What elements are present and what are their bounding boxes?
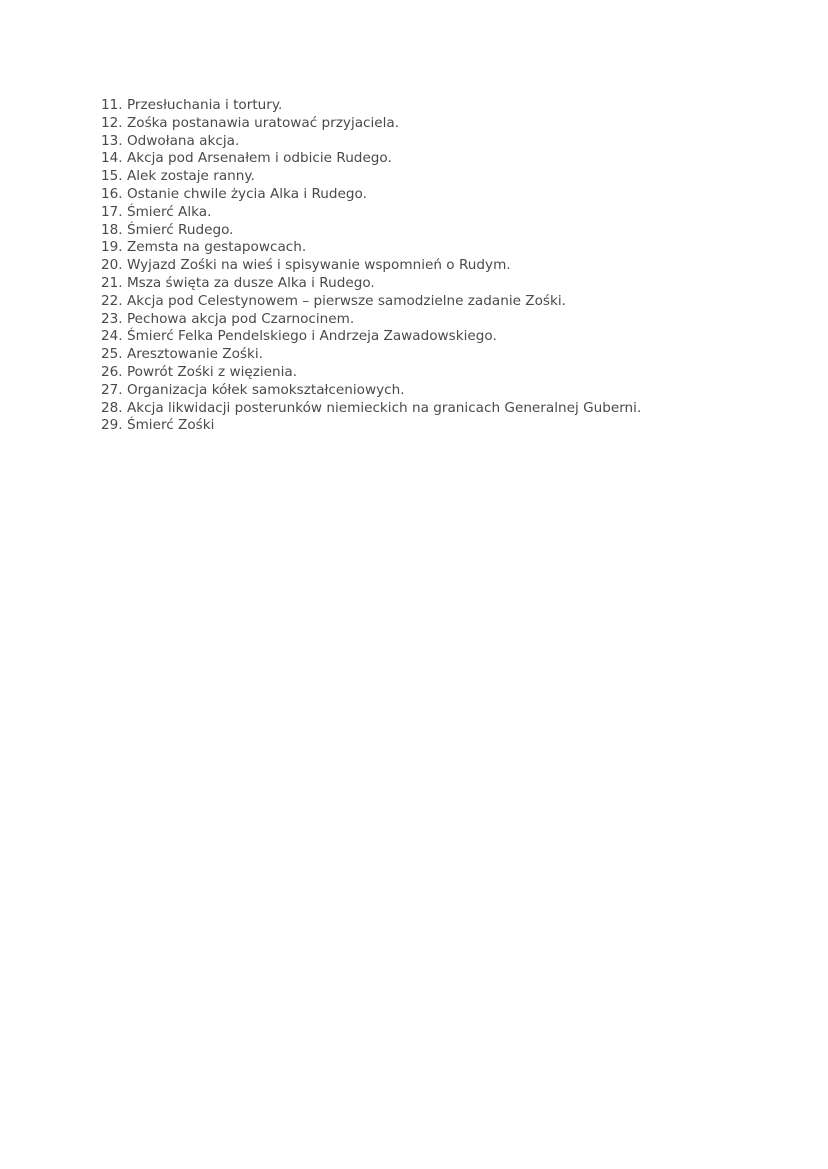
list-item: 29. Śmierć Zośki bbox=[101, 417, 215, 434]
list-item: 15. Alek zostaje ranny. bbox=[101, 168, 255, 185]
list-item: 13. Odwołana akcja. bbox=[101, 132, 240, 149]
list-item: 19. Zemsta na gestapowcach. bbox=[101, 239, 307, 256]
list-item: 28. Akcja likwidacji posterunków niemieckich na granicach Generalnej Guberni. bbox=[101, 399, 642, 416]
list-item: 26. Powrót Zośki z więzienia. bbox=[101, 363, 298, 380]
list-item: 11. Przesłuchania i tortury. bbox=[101, 97, 283, 113]
list-item: 20. Wyjazd Zośki na wieś i spisywanie wspomnień o Rudym. bbox=[101, 257, 511, 274]
plan-list bbox=[101, 97, 781, 435]
list-item: 17. Śmierć Alka. bbox=[101, 203, 212, 220]
list-item: 22. Akcja pod Celestynowem – pierwsze samodzielne zadanie Zośki. bbox=[101, 292, 566, 309]
list-item: 18. Śmierć Rudego. bbox=[101, 221, 234, 238]
list-item: 14. Akcja pod Arsenałem i odbicie Rudego. bbox=[101, 150, 392, 167]
list-item: 27. Organizacja kółek samokształceniowych. bbox=[101, 381, 405, 398]
list-item: 25. Aresztowanie Zośki. bbox=[101, 346, 263, 363]
list-item: 12. Zośka postanawia uratować przyjaciela. bbox=[101, 114, 400, 131]
list-item: 21. Msza święta za dusze Alka i Rudego. bbox=[101, 274, 375, 291]
list-item: 24. Śmierć Felka Pendelskiego i Andrzeja Zawadowskiego. bbox=[101, 328, 497, 345]
list-item: 16. Ostanie chwile życia Alka i Rudego. bbox=[101, 185, 367, 202]
list-item: 23. Pechowa akcja pod Czarnocinem. bbox=[101, 310, 355, 327]
